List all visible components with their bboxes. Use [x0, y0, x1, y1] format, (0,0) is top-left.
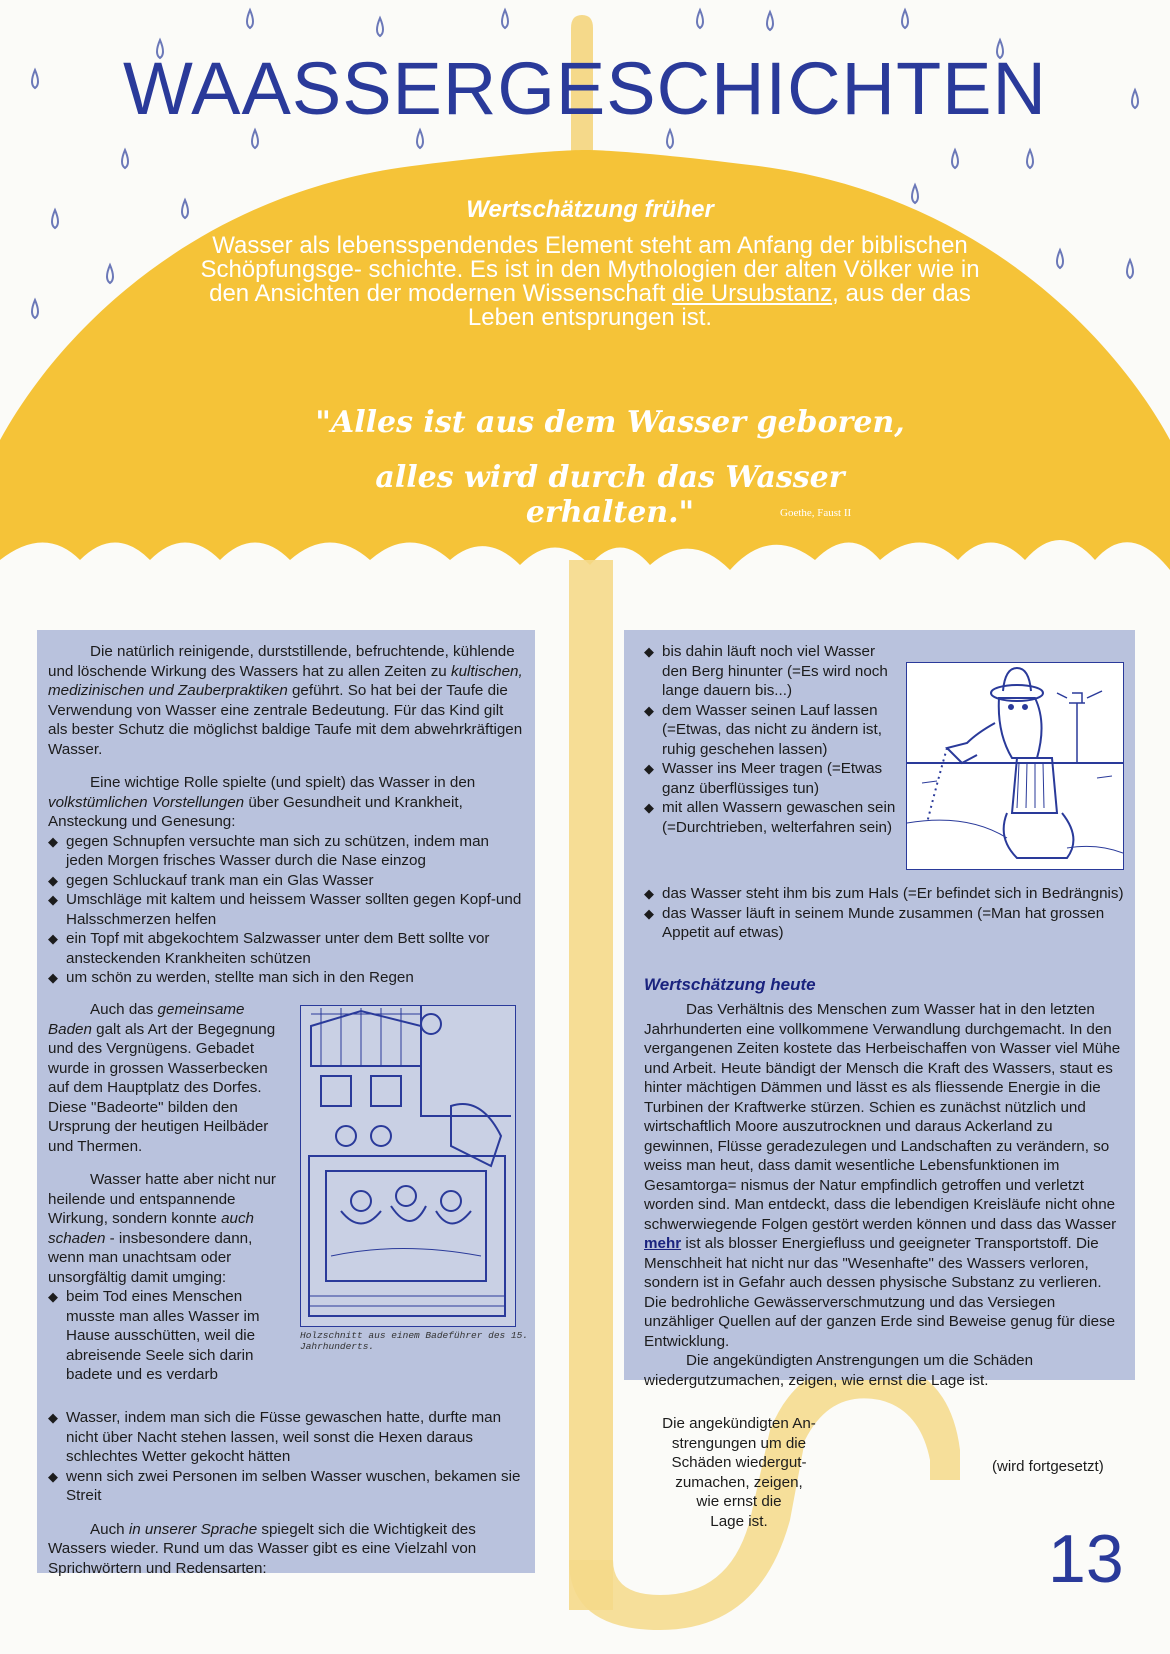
left-column-bottom — [48, 1408, 524, 1578]
text-line: Lage ist. — [710, 1512, 768, 1530]
list-item: ◆ das Wasser steht ihm bis zum Hals (=Er befindet sich in Bedrängnis) — [644, 884, 1126, 904]
sayings-list-wide — [644, 884, 1126, 943]
list-item: ◆ gegen Schluckauf trank man ein Glas Wasser — [48, 871, 524, 891]
woodcut-bath-icon — [301, 1006, 515, 1326]
paragraph: Eine wichtige Rolle spielte (und spielt) das Wasser in den volkstümlichen Vorstellungen über Gesundheit und Krankheit, Ansteckung und Genesung: — [48, 774, 476, 830]
intro-text: Wasser als lebensspendendes Element steht am Anfang der biblischen Schöpfungsge- schichte. Es ist in den Mythologien der alten Völker wie in den Ansichten der modernen Wissenschaft die Ursubstanz, aus der das Leben entsprungen ist. — [200, 232, 980, 331]
page-title: WAASSERGESCHICHTEN — [123, 47, 1047, 130]
list-item: ◆ das Wasser läuft in seinem Munde zusammen (=Man hat grossen Appetit auf etwas) — [644, 904, 1126, 943]
paragraph: Die angekündigten Anstrengungen um die Schäden wiedergutzumachen, zeigen, wie ernst die Lage ist. — [644, 1352, 1034, 1389]
right-column-repeat — [644, 1414, 834, 1531]
quote-source: Goethe, Faust II — [780, 507, 852, 519]
goethe-quote-line-2: alles wird durch das Wasser erhalten." — [375, 460, 845, 530]
paragraph: Die natürlich reinigende, durststillende, befruchtende, kühlende und löschende Wirkung des Wassers hat zu allen Zeiten zu kultischen, medizinischen und Zauberpraktiken geführt. So hat bei der Taufe die Verwendung von Wasser eine zentrale Bedeutung. Für das Kind gilt als bester Schutz die möglichst baldige Taufe mit dem abwehrkräftigen Wasser. — [48, 643, 523, 758]
paragraph: Auch das gemeinsame Baden galt als Art der Begegnung und des Vergnügens. Gebadet wurde in grossen Wasserbecken auf dem Hauptplatz des Dorfes. Diese "Badeorte" bilden den Ursprung der heutigen Heilbäder und Thermen. — [48, 1001, 276, 1155]
ursubstanz-link: die Ursubstanz — [672, 280, 833, 307]
left-column-mid — [48, 1000, 288, 1385]
umbrella-handle-shaft — [569, 560, 613, 1610]
text-line: zumachen, zeigen, — [675, 1473, 803, 1491]
text-line: Die angekündigten An- — [662, 1415, 816, 1432]
woodcut-caption: Holzschnitt aus einem Badeführer des 15. Jahrhunderts. — [300, 1330, 529, 1352]
continued-note: (wird fortgesetzt) — [992, 1458, 1104, 1475]
list-item: ◆ wenn sich zwei Personen im selben Wasser wuschen, bekamen sie Streit — [48, 1467, 524, 1506]
woodcut-image — [300, 1005, 516, 1327]
section-heading-past: Wertschätzung früher — [466, 196, 714, 223]
sayings-list-narrow — [644, 642, 896, 837]
list-item: ◆ gegen Schnupfen versuchte man sich zu schützen, indem man jeden Morgen frisches Wasser durch die Nase einzog — [48, 832, 524, 871]
list-item: ◆ bis dahin läuft noch viel Wasser den Berg hinunter (=Es wird noch lange dauern bis...) — [644, 642, 896, 701]
list-item: ◆ ein Topf mit abgekochtem Salzwasser unter dem Bett sollte vor ansteckenden Krankheiten schützen — [48, 929, 524, 968]
list-item: ◆ Umschläge mit kaltem und heissem Wasser sollten gegen Kopf-und Halsschmerzen helfen — [48, 890, 524, 929]
list-item: ◆ um schön zu werden, stellte man sich in den Regen — [48, 968, 524, 988]
list-item: ◆ mit allen Wassern gewaschen sein (=Durchtrieben, welterfahren sein) — [644, 798, 896, 837]
text-line: Schäden wiedergut- — [671, 1454, 807, 1471]
paragraph: Auch in unserer Sprache spiegelt sich die Wichtigkeit des Wassers wieder. Rund um das Wasser gibt es eine Vielzahl von Sprichwörtern und Redensarten: — [48, 1520, 477, 1577]
text-line: strengungen um die — [671, 1434, 807, 1452]
list-item: ◆ beim Tod eines Menschen musste man alles Wasser im Hause ausschütten, weil die abreisende Seele sich darin badete und es verdarb — [48, 1287, 288, 1385]
page-number: 13 — [1048, 1521, 1124, 1597]
cartoon-image — [906, 662, 1124, 870]
paragraph: Das Verhältnis des Menschen zum Wasser hat in den letzten Jahrhunderten eine vollkommene Verwandlung durchgemacht. In den vergangenen Zeiten kostete das Herbeischaffen von Wasser viel Mühe und Arbeit. Heute bändigt der Mensch die Kraft des Wassers, staut es hinter mächtigen Dämmen und lässt es als fliessende Energie in die Turbinen der Kraftwerke stürzen. Schien es zunächst nützlich und wirtschaftlich Moore auszutrocknen und daraus Ackerland zu gewinnen, Flüsse geradezulegen und Landschaften zu verändern, so weiss man heut, dass damit wesentliche Lebensfunktionen im Gesamtorga= nismus der Natur empfindlich getroffen und verletzt worden sind. Man entdeckt, dass die lebendigen Kreisläufe nicht ohne schwerwiegende Folgen gestört werden können und dass das Wasser mehr ist als blosser Energiefluss und geeigneter Transportstoff. Die Menschheit hat nicht nur das "Wesenhafte" des Wassers verloren, sondern ist in Gefahr auch dessen physische Substanz zu verlieren. Die bedrohliche Gewässerverschmutzung und das Versiegen unzähliger Quellen auf der ganzen Erde sind Beweise genug für diese Entwicklung. — [644, 1001, 1121, 1350]
section-heading-today: Wertschätzung heute — [644, 975, 816, 994]
paragraph: Wasser hatte aber nicht nur heilende und entspannende Wirkung, sondern konnte auch schaden - insbesondere dann, wenn man unachtsam oder unsorgfältig damit umging: — [48, 1171, 276, 1286]
right-column-main — [644, 1000, 1126, 1390]
goethe-quote-line-1: "Alles ist aus dem Wasser geboren, — [315, 405, 905, 440]
list-item: ◆ dem Wasser seinen Lauf lassen (=Etwas, das nicht zu ändern ist, ruhig geschehen lassen) — [644, 701, 896, 760]
list-item: ◆ Wasser, indem man sich die Füsse gewaschen hatte, durfte man nicht über Nacht stehen lassen, weil sonst die Hexen daraus schlechtes Wetter gekocht hätten — [48, 1408, 524, 1467]
man-watering-sea-icon — [907, 663, 1123, 869]
list-item: ◆ Wasser ins Meer tragen (=Etwas ganz überflüssiges tun) — [644, 759, 896, 798]
left-column-top — [48, 642, 524, 988]
text-line: wie ernst die — [696, 1493, 782, 1510]
